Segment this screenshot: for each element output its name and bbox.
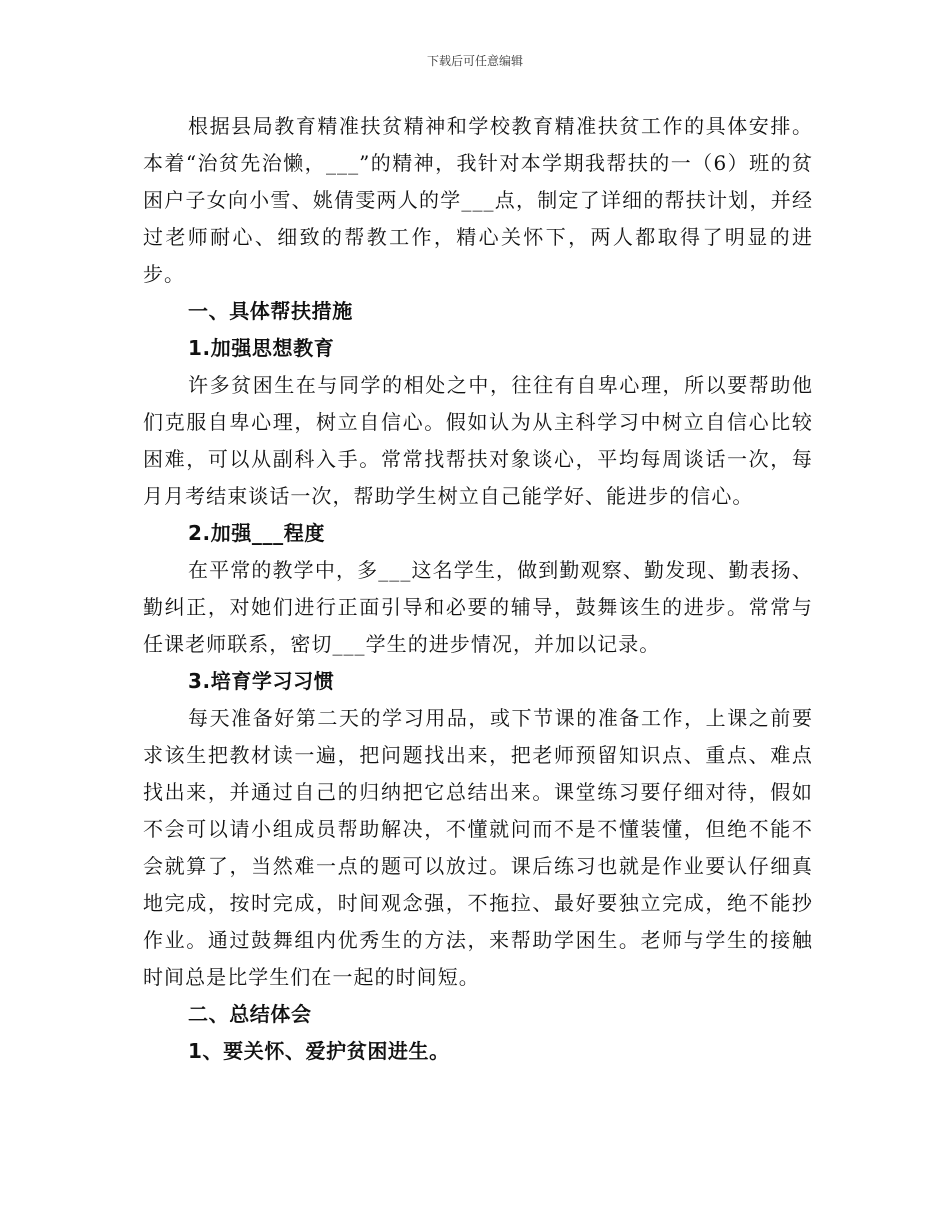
section-heading-measures: 一、具体帮扶措施 — [188, 299, 353, 323]
subheading-ideology: 1.加强思想教育 — [188, 336, 335, 360]
habits-paragraph: 每天准备好第二天的学习用品，或下节课的准备工作，上课之前要求该生把教材读一遍，把问题找出来，把老师预留知识点、重点、难点找出来，并通过自己的归纳把它总结出来。课堂练习要仔细对待，假如不会可以请小组成员帮助解决，不懂就问而不是不懂装懂，但绝不能不会就算了，当然难一点的题可以放过。课后练习也就是作业要认仔细真地完成，按时完成，时间观念强，不拖拉、最好要独立完成，绝不能抄作业。通过鼓舞组内优秀生的方法，来帮助学困生。老师与学生的接触时间总是比学生们在一起的时间短。 — [143, 706, 813, 989]
subheading-degree: 2.加强___程度 — [188, 521, 325, 545]
subheading-habits: 3.培育学习习惯 — [188, 669, 335, 693]
intro-paragraph: 根据县局教育精准扶贫精神和学校教育精准扶贫工作的具体安排。本着“治贫先治懒，___”的精神，我针对本学期我帮扶的一（6）班的贫困户子女向小雪、姚倩雯两人的学___点，制定了详细的帮扶计划，并经过老师耐心、细致的帮教工作，精心关怀下，两人都取得了明显的进步。 — [143, 114, 813, 286]
page-header: 下载后可任意编辑 — [426, 54, 523, 68]
section-heading-summary: 二、总结体会 — [188, 1002, 312, 1026]
document-body — [143, 108, 813, 1070]
degree-paragraph: 在平常的教学中，多___这名学生，做到勤观察、勤发现、勤表扬、勤纠正，对她们进行正面引导和必要的辅导，鼓舞该生的进步。常常与任课老师联系，密切___学生的进步情况，并加以记录。 — [143, 558, 813, 656]
subheading-care: 1、要关怀、爱护贫困进生。 — [188, 1039, 450, 1063]
ideology-paragraph: 许多贫困生在与同学的相处之中，往往有自卑心理，所以要帮助他们克服自卑心理，树立自信心。假如认为从主科学习中树立自信心比较困难，可以从副科入手。常常找帮扶对象谈心，平均每周谈话一次，每月月考结束谈话一次，帮助学生树立自己能学好、能进步的信心。 — [143, 373, 813, 508]
